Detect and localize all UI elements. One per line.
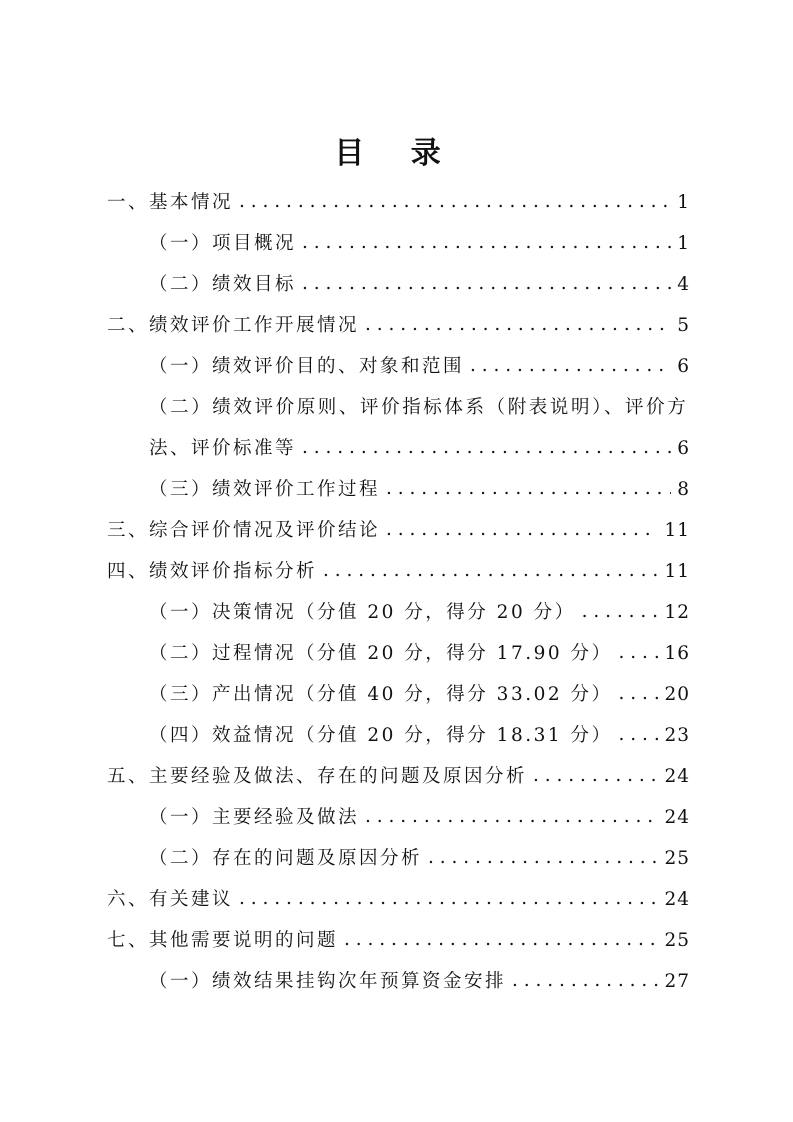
toc-entry-label: 二、绩效评价工作开展情况 — [107, 314, 360, 336]
dot-leader — [239, 193, 671, 213]
toc-entry[interactable] — [149, 463, 690, 499]
toc-page-number: 25 — [664, 847, 690, 869]
dot-leader — [365, 808, 658, 828]
toc-entry[interactable] — [149, 709, 690, 745]
toc-entry[interactable] — [107, 914, 690, 950]
toc-page-number: 20 — [664, 683, 690, 705]
toc-page-number: 16 — [664, 642, 690, 664]
toc-page-number: 6 — [677, 437, 690, 459]
toc-page-number: 8 — [677, 478, 690, 500]
toc-entry[interactable] — [149, 955, 690, 991]
toc-entry-label: （三）绩效评价工作过程 — [149, 478, 381, 500]
toc-page-number: 4 — [677, 273, 690, 295]
dot-leader — [386, 480, 671, 500]
dot-leader — [323, 562, 658, 582]
toc-page-number: 6 — [677, 355, 690, 377]
toc-page-number: 27 — [664, 970, 690, 992]
toc-entry[interactable] — [107, 504, 690, 540]
toc-entry[interactable] — [149, 381, 690, 417]
toc-entry-label: 四、绩效评价指标分析 — [107, 560, 318, 582]
toc-page-number: 24 — [664, 888, 690, 910]
toc-page-number: 24 — [664, 806, 690, 828]
toc-entry[interactable] — [149, 340, 690, 376]
toc-page-number: 11 — [664, 519, 690, 541]
toc-entry-label: （二）过程情况（分值 20 分，得分 17.90 分） — [149, 642, 613, 664]
toc-entry-label: 五、主要经验及做法、存在的问题及原因分析 — [107, 765, 528, 787]
toc-entry-label: （二）绩效评价原则、评价指标体系（附表说明）、评价方 — [149, 396, 689, 418]
dot-leader — [470, 357, 671, 377]
toc-entry-label: 法、评价标准等 — [149, 437, 297, 459]
dot-leader — [619, 685, 659, 705]
dot-leader — [365, 316, 671, 336]
dot-leader — [386, 521, 658, 541]
dot-leader — [533, 767, 658, 787]
toc-entry-label: （一）决策情况（分值 20 分，得分 20 分） — [149, 601, 576, 623]
page-title: 目 录 — [334, 136, 459, 171]
dot-leader — [344, 931, 658, 951]
toc-entry-label: 六、有关建议 — [107, 888, 234, 910]
dot-leader — [428, 849, 658, 869]
toc-entry-label: （一）项目概况 — [149, 232, 297, 254]
toc-page-number: 1 — [677, 232, 690, 254]
toc-entry[interactable] — [149, 668, 690, 704]
dot-leader — [302, 439, 671, 459]
toc-entry[interactable] — [149, 791, 690, 827]
toc-entry[interactable] — [149, 832, 690, 868]
toc-entry[interactable] — [107, 545, 690, 581]
toc-page-number: 24 — [664, 765, 690, 787]
toc-entry[interactable] — [107, 750, 690, 786]
dot-leader — [582, 603, 659, 623]
toc-entry-continuation[interactable] — [149, 422, 690, 458]
toc-entry-label: （一）绩效结果挂钩次年预算资金安排 — [149, 970, 507, 992]
toc-entry[interactable] — [149, 258, 690, 294]
toc-entry-label: （一）绩效评价目的、对象和范围 — [149, 355, 465, 377]
dot-leader — [619, 644, 659, 664]
toc-entry[interactable] — [149, 217, 690, 253]
toc-page-number: 23 — [664, 724, 690, 746]
toc-page-number: 25 — [664, 929, 690, 951]
toc-page-number: 11 — [664, 560, 690, 582]
toc-entry[interactable] — [107, 299, 690, 335]
toc-entry-label: 三、综合评价情况及评价结论 — [107, 519, 381, 541]
toc-entry[interactable] — [149, 627, 690, 663]
toc-page-number: 1 — [677, 191, 690, 213]
toc-entry[interactable] — [107, 176, 690, 212]
toc-entry-label: （二）存在的问题及原因分析 — [149, 847, 423, 869]
dot-leader — [302, 234, 671, 254]
toc-page-number: 12 — [664, 601, 690, 623]
toc-entry-label: （一）主要经验及做法 — [149, 806, 360, 828]
dot-leader — [512, 972, 658, 992]
toc-entry[interactable] — [149, 586, 690, 622]
dot-leader — [619, 726, 659, 746]
dot-leader — [239, 890, 658, 910]
toc-page-number: 5 — [677, 314, 690, 336]
toc-entry-label: （二）绩效目标 — [149, 273, 297, 295]
toc-entry[interactable] — [107, 873, 690, 909]
toc-entry-label: 七、其他需要说明的问题 — [107, 929, 339, 951]
toc-entry-label: （三）产出情况（分值 40 分，得分 33.02 分） — [149, 683, 613, 705]
toc-entry-label: 一、基本情况 — [107, 191, 234, 213]
toc-entry-label: （四）效益情况（分值 20 分，得分 18.31 分） — [149, 724, 613, 746]
dot-leader — [302, 275, 671, 295]
